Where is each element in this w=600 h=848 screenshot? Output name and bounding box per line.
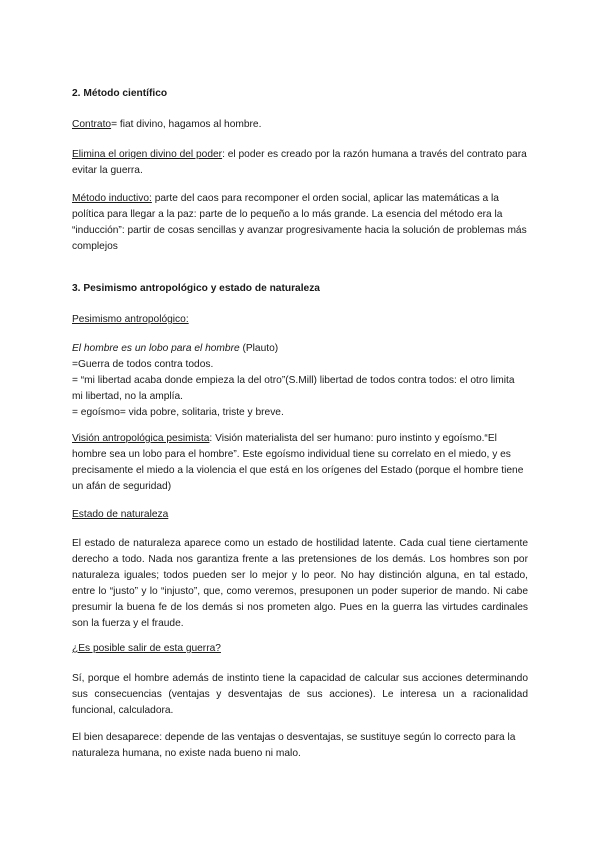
quote-italic: El hombre es un lobo para el hombre [72,343,240,354]
elimina-paragraph [72,147,528,179]
contrato-text: = fiat divino, hagamos al hombre. [111,119,262,130]
estado-subheading [72,507,528,523]
quote-attribution: (Plauto) [239,343,279,354]
bien-paragraph: El bien desaparece: depende de las ventajas o desventajas, se sustituye según lo correcto para la naturaleza humana, no existe nada bueno ni malo. [72,732,516,759]
salir-label: ¿Es posible salir de esta guerra? [72,643,221,654]
vision-text: : Visión materialista del ser humano: puro instinto y egoísmo.“El hombre sea un lobo para el hombre”. Este egoísmo individual tiene su correlato en el miedo, y es precisamente el miedo a la violencia el que está en los orígenes del Estado (porque el hombre tiene un afán de seguridad) [72,433,524,492]
salir-subheading [72,641,528,657]
pesimismo-subheading [72,312,528,328]
estado-label: Estado de naturaleza [72,509,169,520]
inductivo-label: Método inductivo: [72,193,152,204]
inductivo-text: parte del caos para recomponer el orden social, aplicar las matemáticas a la política para llegar a la paz: parte de lo pequeño a lo más grande. La esencia del método era la “inducción”: partir de cosas sencillas y avanzar progresivamente hacia la solución de problemas más complejos [72,193,527,252]
elimina-text: : el poder es creado por la razón humana a través del contrato para evitar la guerra. [72,149,527,176]
elimina-label: Elimina el origen divino del poder [72,149,223,160]
quote-line-2: =Guerra de todos contra todos. [72,359,214,370]
section-3-heading: 3. Pesimismo antropológico y estado de naturaleza [72,283,320,294]
pesimismo-label: Pesimismo antropológico: [72,314,189,325]
contrato-label: Contrato [72,119,112,130]
section-2-heading: 2. Método científico [72,88,168,99]
quote-line-3: = “mi libertad acaba donde empieza la del otro”(S.Mill) libertad de todos contra todos: el otro limita mi libertad, no la amplía. [72,375,515,402]
vision-label: Visión antropológica pesimista [72,433,210,444]
quote-line-1 [72,341,528,357]
vision-paragraph [72,431,528,495]
salir-paragraph: Sí, porque el hombre además de instinto tiene la capacidad de calcular sus acciones determinando sus consecuencias (ventajas y desventajas de sus acciones). Le interesa un a racionalidad funcional, calculadora. [72,673,528,716]
contrato-paragraph [72,117,528,133]
inductivo-paragraph [72,191,528,255]
quote-line-4: = egoísmo= vida pobre, solitaria, triste y breve. [72,407,284,418]
quote-block [72,341,528,421]
estado-paragraph: El estado de naturaleza aparece como un estado de hostilidad latente. Cada cual tiene ciertamente derecho a todo. Nada nos garantiza frente a las pretensiones de los demás. Los hombres son por naturaleza iguales; todos pueden ser lo mejor y lo peor. No hay distinción alguna, en tal estado, entre lo “justo” y lo “injusto”, que, como veremos, presuponen un poder superior de mando. Ni cabe presumir la buena fe de los demás si nos prometen algo. Pues en la guerra las virtudes cardinales son la fuerza y el fraude. [72,538,528,629]
